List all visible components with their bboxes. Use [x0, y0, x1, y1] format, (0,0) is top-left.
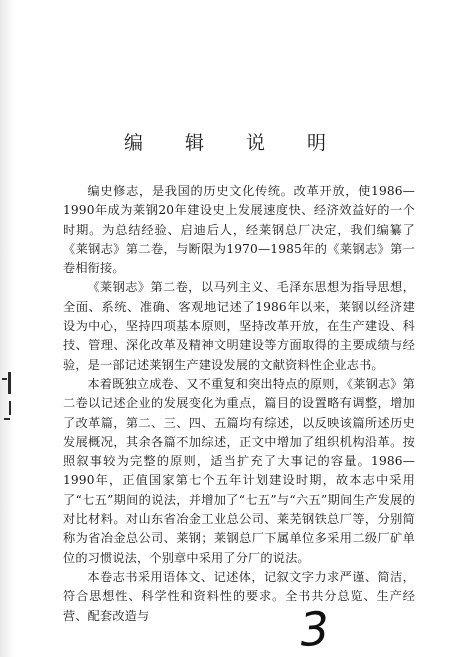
scan-edge-mark — [2, 378, 7, 380]
paragraph-4: 本卷志书采用语体文、记述体，记叙文字力求严谨、简洁，符合思想性、科学性和资料性的要求。全书共分总览、生产经营、配套改造与 — [63, 569, 415, 623]
handwritten-page-number: 3 — [298, 601, 332, 657]
scan-edge-mark — [4, 418, 10, 420]
paragraph-2: 《莱钢志》第二卷，以马列主义、毛泽东思想为指导思想，全面、系统、准确、客观地记述了1986年以来，莱钢以经济建设为中心，坚持四项基本原则，坚持改革开放，在生产建设、科技、管理、深化改革及精神文明建设等方面取得的主要成绩与经验，是一部记述莱钢生产建设发展的文献资料性企业志书。 — [63, 280, 415, 372]
paragraph-3: 本着既独立成卷、又不重复和突出特点的原则，《莱钢志》第二卷以记述企业的发展变化为重点，篇目的设置略有调整，增加了改革篇，第二、三、四、五篇均有综述，以反映该篇所述历史发展概况，其余各篇不加综述，正文中增加了组织机构沿革。按照叙事较为完整的原则，适当扩充了大事记的容量。1986—1990年，正值国家第七个五年计划建设时期，故本志中采用了“七五”期间的说法，并增加了“七五”与“六五”期间生产发展的对比材料。对山东省冶金工业总公司、莱芜钢铁总厂等，分别简称为省冶金总公司、莱钢；莱钢总厂下属单位多采用二级厂矿单位的习惯说法，个别章中采用了分厂的说法。 — [63, 376, 415, 565]
scan-shadow-edge — [0, 0, 14, 657]
paragraph-1: 编史修志，是我国的历史文化传统。改革开放，使1986—1990年成为莱钢20年建设史上发展速度快、经济效益好的一个时期。为总结经验、启迪后人，经莱钢总厂决定，我们编纂了《莱钢志》第二卷，与断限为1970—1985年的《莱钢志》第一卷相衔接。 — [63, 184, 415, 276]
scan-edge-mark — [9, 401, 11, 415]
body-text — [63, 182, 415, 626]
scan-edge-mark — [8, 372, 11, 394]
page-title: 编 辑 说 明 — [123, 132, 345, 154]
